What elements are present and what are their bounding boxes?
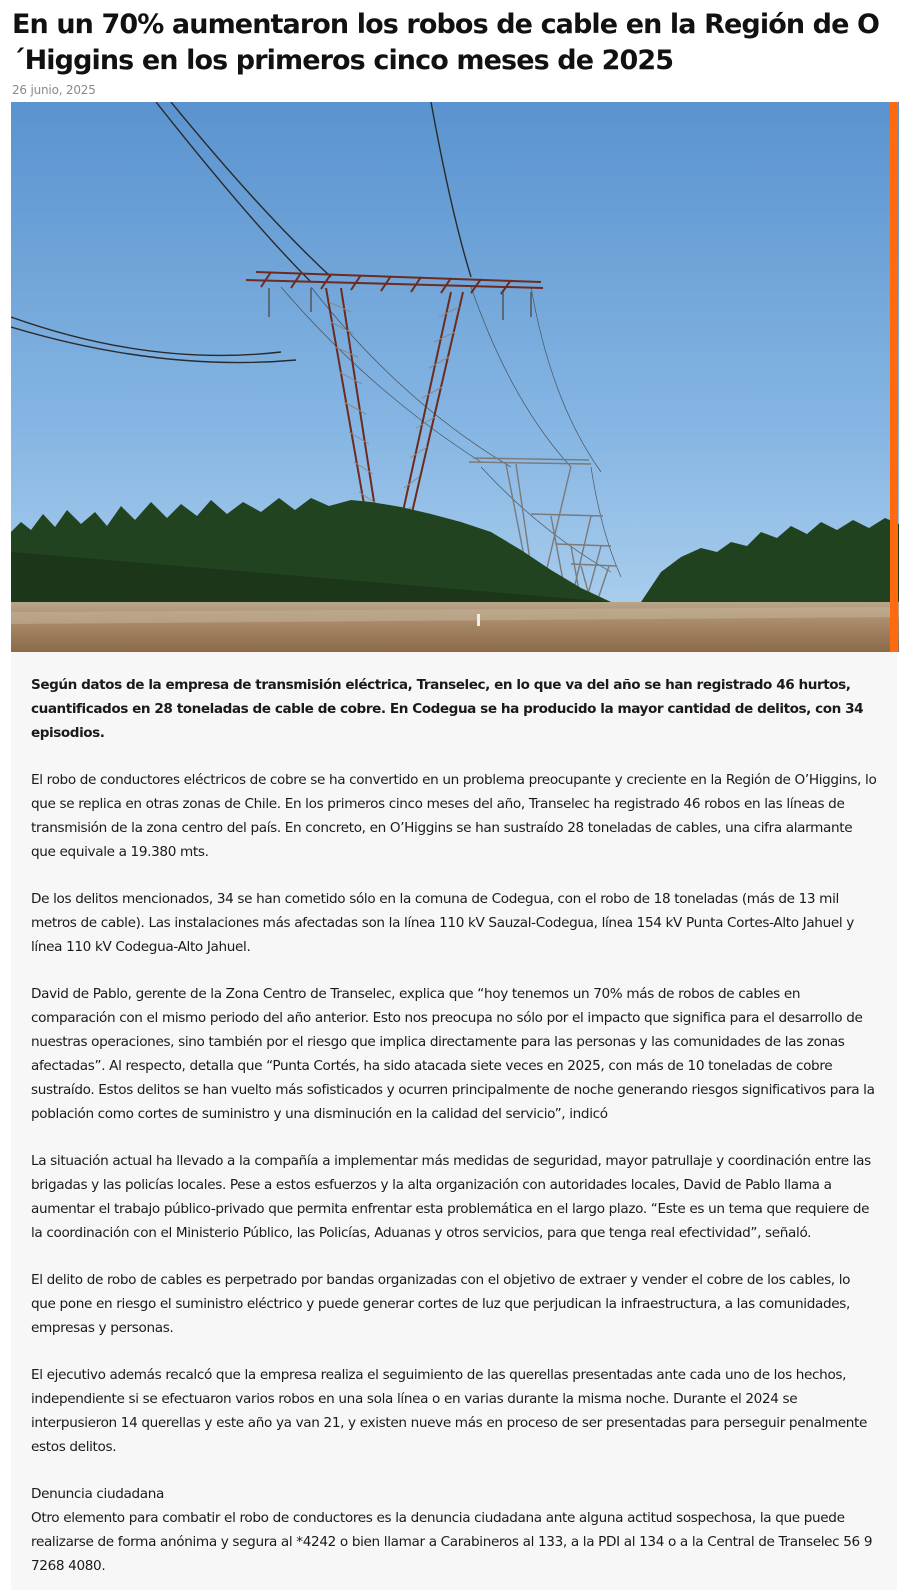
article-body xyxy=(11,652,897,1590)
article-lead: Según datos de la empresa de transmisión eléctrica, Transelec, en lo que va del año se han registrado 46 hurtos, cuantificados en 28 toneladas de cable de cobre. En Codegua se ha producido la mayor cantidad de delitos, con 34 episodios. xyxy=(31,677,864,741)
article-date: 26 junio, 2025 xyxy=(12,83,96,97)
article-paragraph: El ejecutivo además recalcó que la empresa realiza el seguimiento de las querellas presentadas ante cada uno de los hechos, independiente si se efectuaron varios robos en una sola línea o en varias durante la misma noche. Durante el 2024 se interpusieron 14 querellas y este año ya van 21, y existen nueve más en proceso de ser presentadas para perseguir penalmente estos delitos. xyxy=(31,1367,868,1455)
article-paragraph: El robo de conductores eléctricos de cobre se ha convertido en un problema preocupante y creciente en la Región de O’Higgins, lo que se replica en otras zonas de Chile. En los primeros cinco meses del año, Transelec ha registrado 46 robos en las líneas de transmisión de la zona centro del país. En concreto, en O’Higgins se han sustraído 28 toneladas de cables, una cifra alarmante que equivale a 19.380 mts. xyxy=(31,772,877,860)
accent-bar xyxy=(890,102,898,652)
article-closing-section xyxy=(31,1482,877,1578)
article-paragraph: El delito de robo de cables es perpetrado por bandas organizadas con el objetivo de extraer y vender el cobre de los cables, lo que pone en riesgo el suministro eléctrico y puede generar cortes de luz que perjudican la infraestructura, a las comunidades, empresas y personas. xyxy=(31,1272,851,1336)
article-paragraph: De los delitos mencionados, 34 se han cometido sólo en la comuna de Codegua, con el robo de 18 toneladas (más de 13 mil metros de cable). Las instalaciones más afectadas son la línea 110 kV Sauzal-Codegua, línea 154 kV Punta Cortes-Alto Jahuel y línea 110 kV Codegua-Alto Jahuel. xyxy=(31,891,854,955)
article-subhead: Denuncia ciudadana xyxy=(31,1486,165,1502)
article-paragraph: David de Pablo, gerente de la Zona Centro de Transelec, explica que “hoy tenemos un 70% más de robos de cables en comparación con el mismo periodo del año anterior. Esto nos preocupa no sólo por el impacto que significa para el desarrollo de nuestras operaciones, sino también por el riesgo que implica directamente para las personas y las comunidades de las zonas afectadas”. Al respecto, detalla que “Punta Cortés, ha sido atacada siete veces en 2025, con más de 10 toneladas de cobre sustraído. Estos delitos se han vuelto más sofisticados y ocurren principalmente de noche generando riesgos significativos para la población como cortes de suministro y una disminución en la calidad del servicio”, indicó xyxy=(31,986,875,1122)
article-headline: En un 70% aumentaron los robos de cable en la Región de O´Higgins en los primeros cinco meses de 2025 xyxy=(12,9,880,76)
hero-image-power-lines xyxy=(11,102,899,652)
article-paragraph: La situación actual ha llevado a la compañía a implementar más medidas de seguridad, mayor patrullaje y coordinación entre las brigadas y las policías locales. Pese a estos esfuerzos y la alta organización con autoridades locales, David de Pablo llama a aumentar el trabajo público-privado que permita enfrentar esta problemática en el largo plazo. “Este es un tema que requiere de la coordinación con el Ministerio Público, las Policías, Aduanas y otros servicios, para que tenga real efectividad”, señaló. xyxy=(31,1153,871,1241)
article-closing-paragraph: Otro elemento para combatir el robo de conductores es la denuncia ciudadana ante alguna actitud sospechosa, la que puede realizarse de forma anónima y segura al *4242 o bien llamar a Carabineros al 133, a la PDI al 134 o a la Central de Transelec 56 9 7268 4080. xyxy=(31,1510,873,1574)
